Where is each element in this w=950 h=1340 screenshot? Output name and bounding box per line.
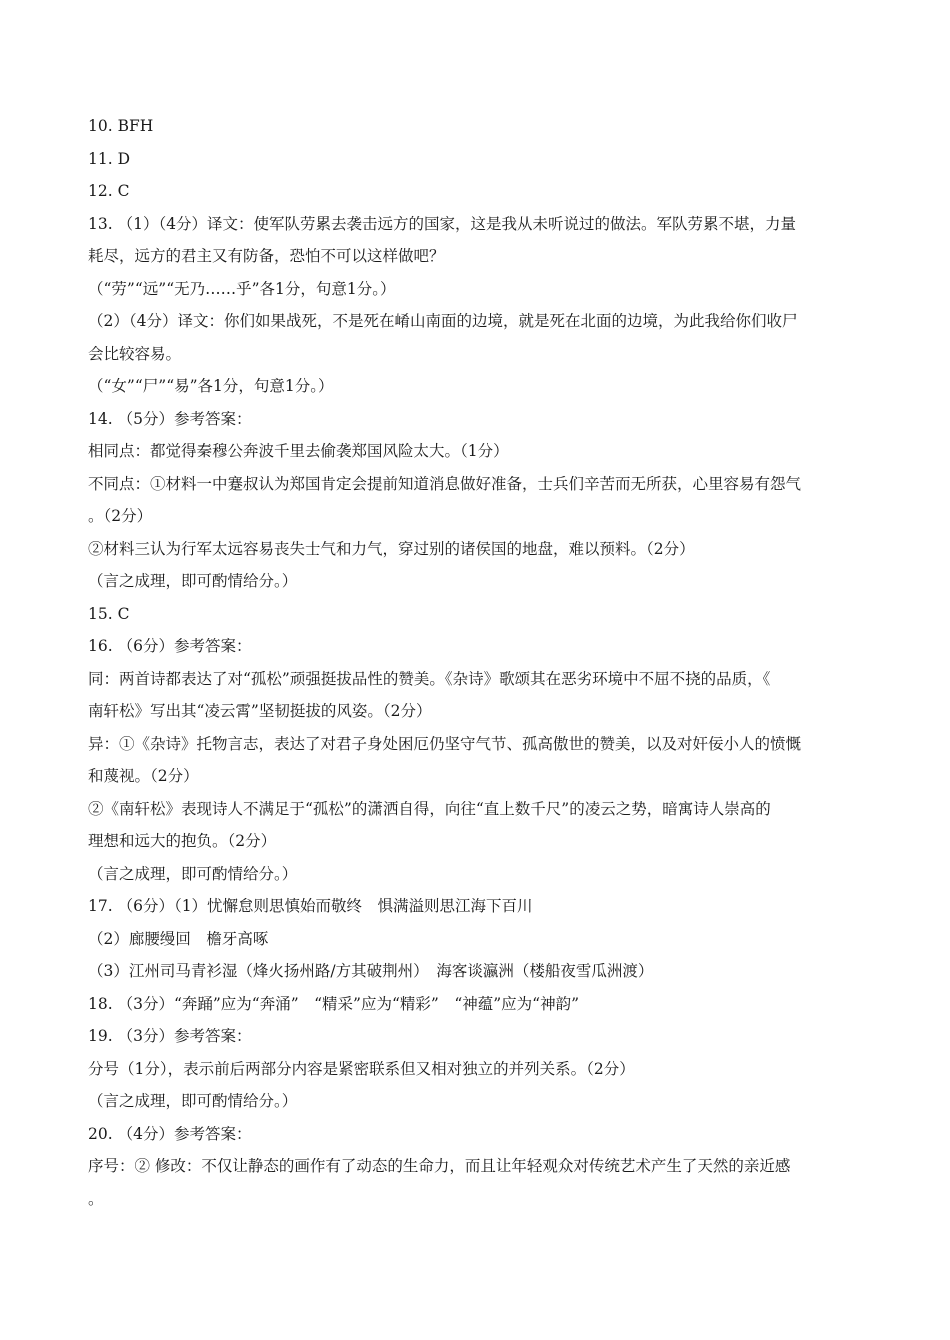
- answer-line: 理想和远大的抱负。（2分）: [88, 832, 277, 850]
- answer-line: （言之成理，即可酌情给分。）: [88, 572, 298, 590]
- answer-line: 不同点：①材料一中蹇叔认为郑国肯定会提前知道消息做好准备，士兵们辛苦而无所获，心里容易有怨气: [88, 474, 802, 493]
- answer-line: 14. （5分）参考答案：: [88, 409, 252, 428]
- answer-line: 南轩松》写出其“凌云霄”坚韧挺拔的风姿。（2分）: [88, 702, 432, 720]
- answer-line: 12. C: [88, 182, 130, 200]
- answer-line: 。: [88, 1189, 104, 1208]
- answer-line: 。（2分）: [88, 507, 153, 525]
- answer-line: 13. （1）（4分）译文：使军队劳累去袭击远方的国家，这是我从未听说过的做法。军队劳累不堪，力量: [88, 214, 797, 233]
- answer-line: 17. （6分）（1）忧懈怠则思慎始而敬终 惧满溢则思江海下百川: [88, 897, 533, 915]
- answer-line: 耗尽，远方的君主又有防备，恐怕不可以这样做吧？: [88, 247, 445, 265]
- answer-line: （3）江州司马青衫湿（烽火扬州路/方其破荆州） 海客谈瀛洲（楼船夜雪瓜洲渡）: [88, 962, 654, 980]
- answer-line: 19. （3分）参考答案：: [88, 1027, 252, 1045]
- answer-line: （“女”“尸”“易”各1分，句意1分。）: [88, 377, 334, 395]
- answer-line: （言之成理，即可酌情给分。）: [88, 864, 298, 883]
- answer-line: 序号：② 修改：不仅让静态的画作有了动态的生命力，而且让年轻观众对传统艺术产生了天然的亲近感: [88, 1157, 791, 1175]
- answer-line: 15. C: [88, 604, 130, 623]
- answer-line: 异：①《杂诗》托物言志，表达了对君子身处困厄仍坚守气节、孤高傲世的赞美，以及对奸佞小人的愤慨: [88, 734, 802, 753]
- answer-line: （言之成理，即可酌情给分。）: [88, 1092, 298, 1110]
- answer-line: ②《南轩松》表现诗人不满足于“孤松”的潇洒自得，向往“直上数千尺”的凌云之势，暗寓诗人崇高的: [88, 799, 771, 818]
- answer-line: （“劳”“远”“无乃……乎”各1分，句意1分。）: [88, 279, 396, 298]
- answer-line: 11. D: [88, 149, 131, 168]
- answer-line: ②材料三认为行军太远容易丧失士气和力气，穿过别的诸侯国的地盘，难以预料。（2分）: [88, 539, 695, 558]
- answer-line: （2）廊腰缦回 檐牙高啄: [88, 929, 269, 948]
- answer-line: 分号（1分），表示前后两部分内容是紧密联系但又相对独立的并列关系。（2分）: [88, 1059, 635, 1078]
- answer-line: （2）（4分）译文：你们如果战死，不是死在崤山南面的边境，就是死在北面的边境，为此我给你们收尸: [88, 312, 798, 330]
- answer-line: 10. BFH: [88, 117, 154, 135]
- answer-line: 20. （4分）参考答案：: [88, 1124, 252, 1143]
- answer-line: 相同点：都觉得秦穆公奔波千里去偷袭郑国风险太大。（1分）: [88, 442, 509, 460]
- answer-line: 同：两首诗都表达了对“孤松”顽强挺拔品性的赞美。《杂诗》歌颂其在恶劣环境中不屈不挠的品质，《: [88, 669, 771, 688]
- answer-line: 和蔑视。（2分）: [88, 767, 199, 785]
- answer-line: 会比较容易。: [88, 344, 182, 363]
- answer-line: 16. （6分）参考答案：: [88, 637, 252, 655]
- answer-key-body: [88, 110, 863, 1215]
- answer-line: 18. （3分）“奔踊”应为“奔涌” “精采”应为“精彩” “神蕴”应为“神韵”: [88, 994, 580, 1013]
